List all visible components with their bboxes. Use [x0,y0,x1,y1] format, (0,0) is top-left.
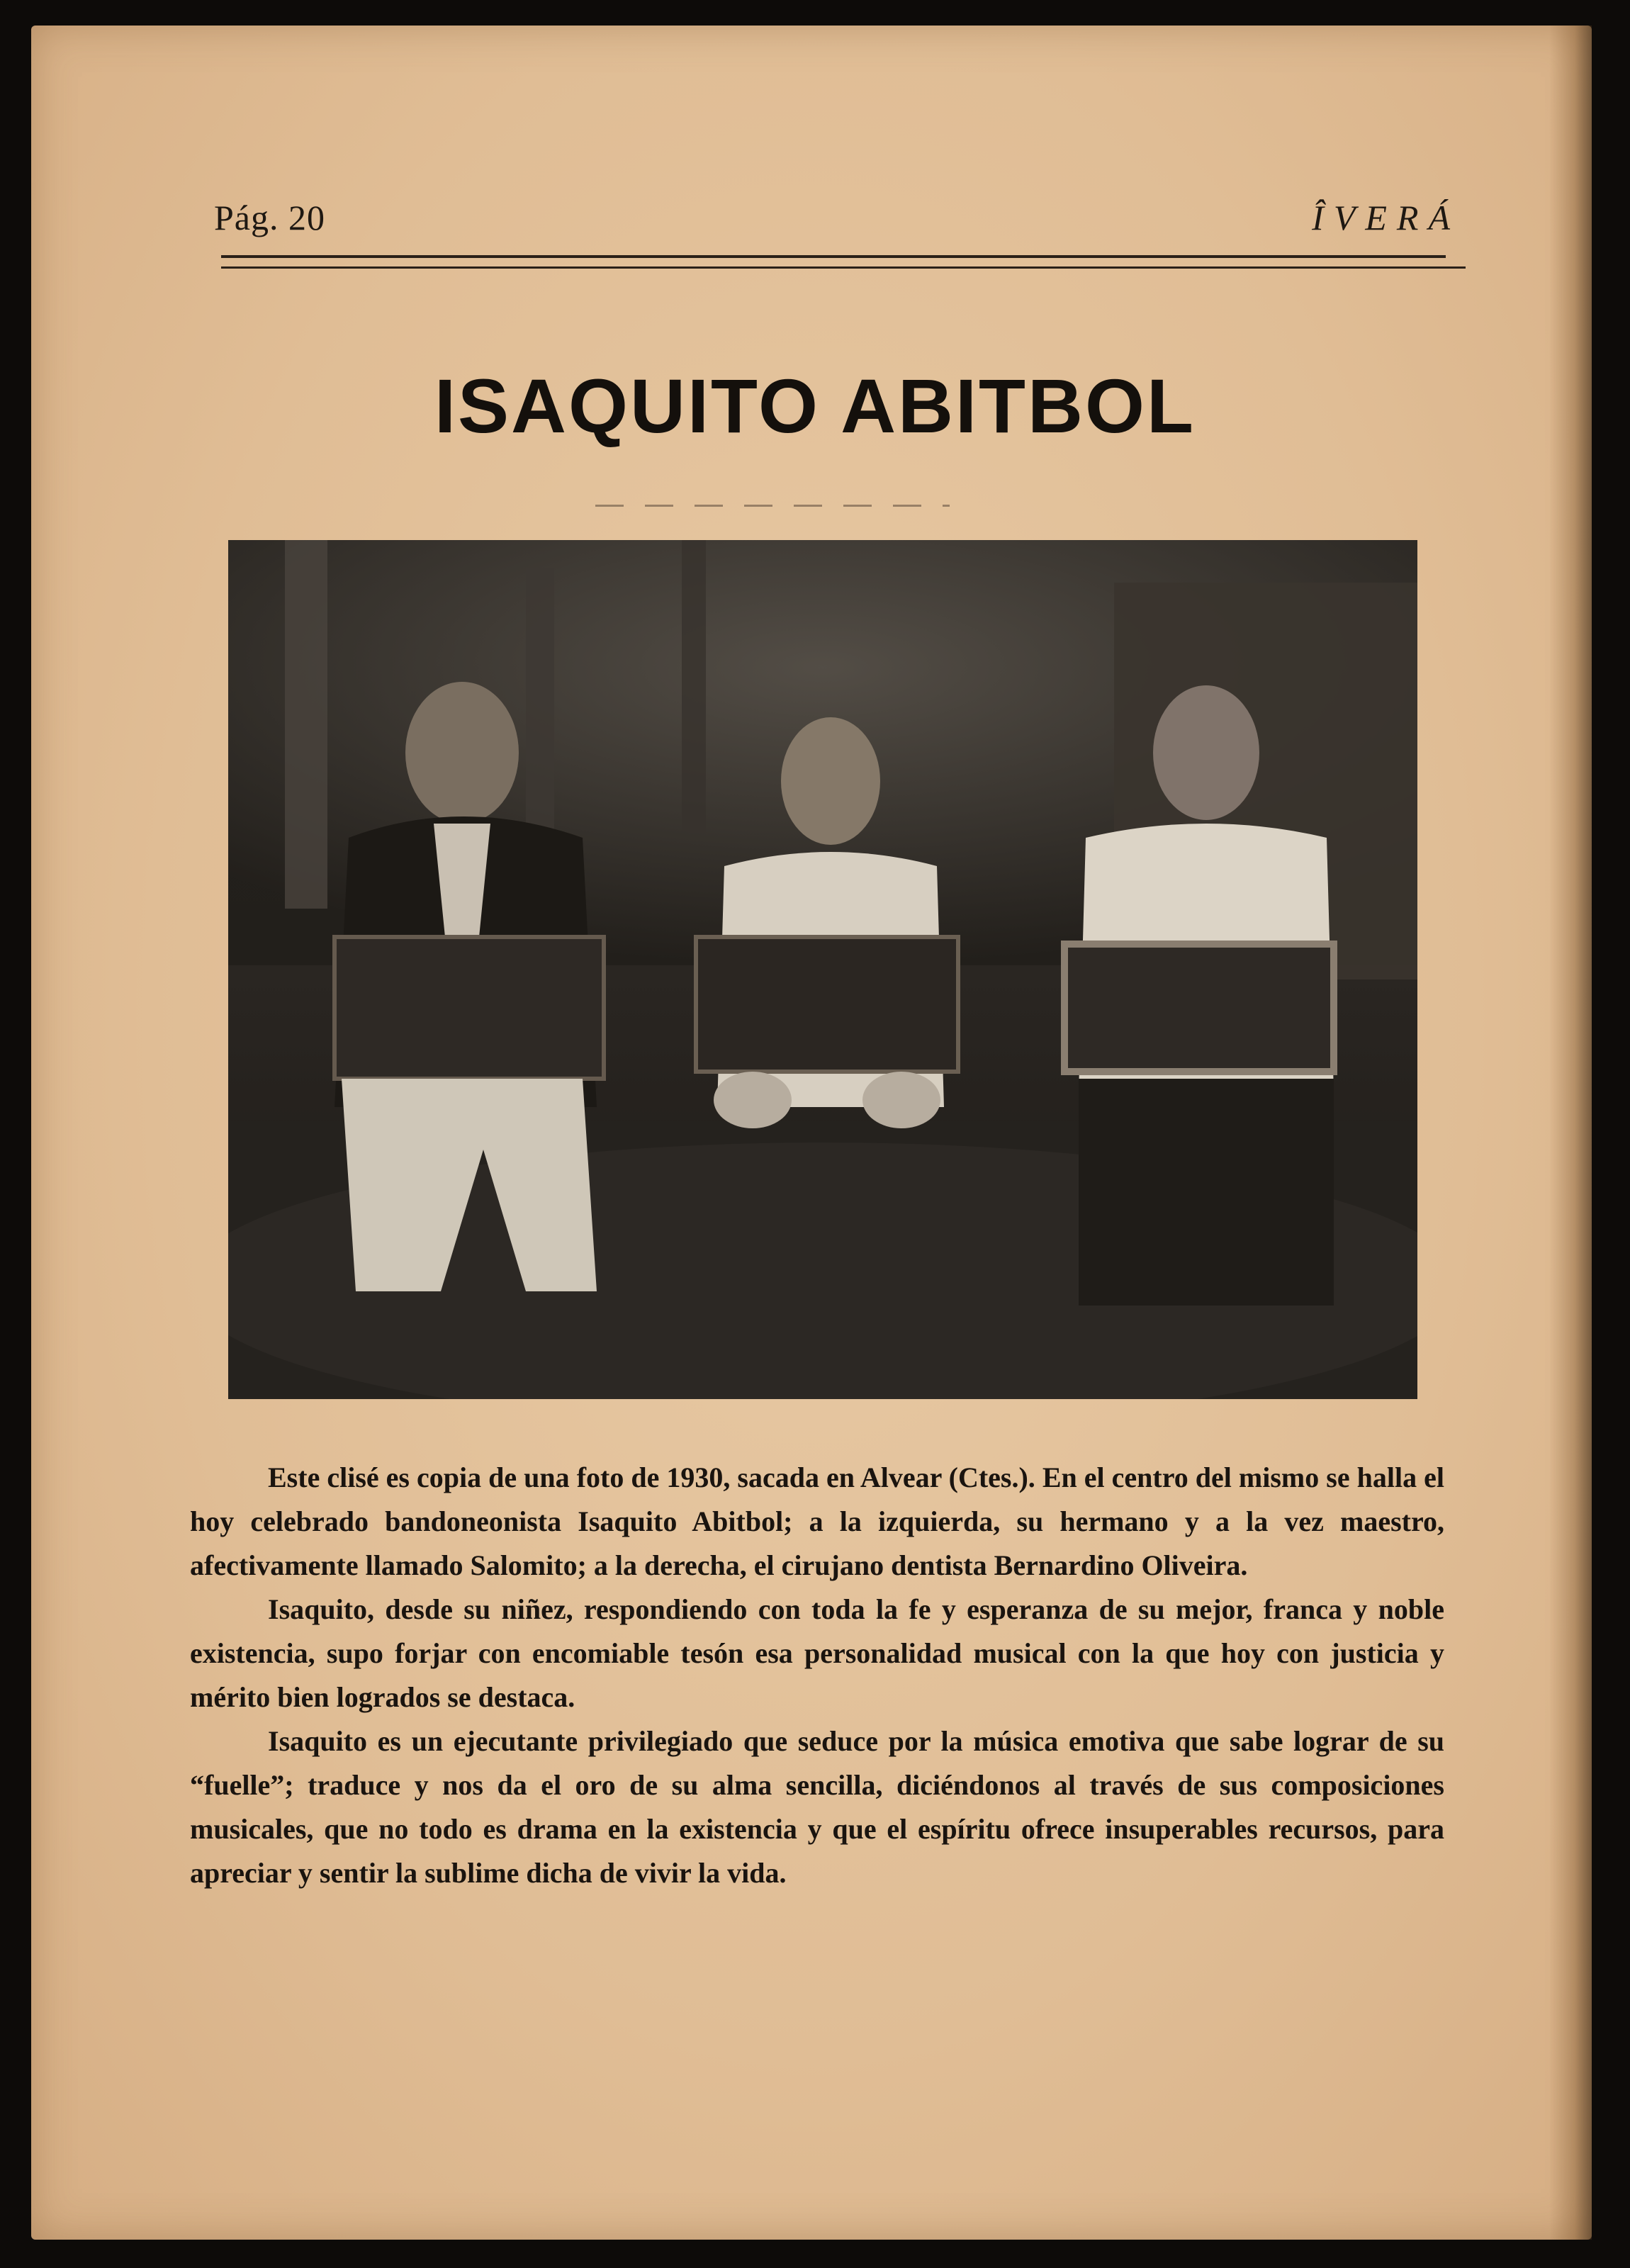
page-number: Pág. 20 [214,198,325,237]
article-photo [228,540,1417,1399]
paragraph-3: Isaquito es un ejecutante privilegiado que seduce por la música emotiva que sabe lograr de su “fuelle”; traduce y nos da el oro de su alma sencilla, diciéndonos al través de sus composiciones musicales, que no todo es drama en la existencia y que el espíritu ofrece insuperables recursos, para apreciar y sentir la sublime dicha de vivir la vida. [190,1725,1444,1889]
article-title: ISAQUITO ABITBOL [434,363,1196,449]
page-header [190,193,1466,242]
header-rule-top [221,255,1446,258]
paragraph-1: Este clisé es copia de una foto de 1930, sacada en Alvear (Ctes.). En el centro del mismo se halla el hoy celebrado bandoneonista Isaquito Abitbol; a la izquierda, su hermano y a la vez maestro, afectivamente llamado Salomito; a la derecha, el cirujano dentista Bernardino Oliveira. [190,1461,1444,1581]
article-body [190,1456,1444,1895]
page-fold-shadow [1549,26,1592,2240]
title-decoration [595,505,950,507]
paragraph-2: Isaquito, desde su niñez, respondiendo con toda la fe y esperanza de su mejor, franca y noble existencia, supo forjar con encomiable tesón esa personalidad musical con la que hoy con justicia y mérito bien logrados se destaca. [190,1593,1444,1713]
photo-illustration [228,540,1417,1399]
magazine-title: ÎVERÁ [1312,198,1460,237]
header-rule-bottom [221,266,1466,269]
